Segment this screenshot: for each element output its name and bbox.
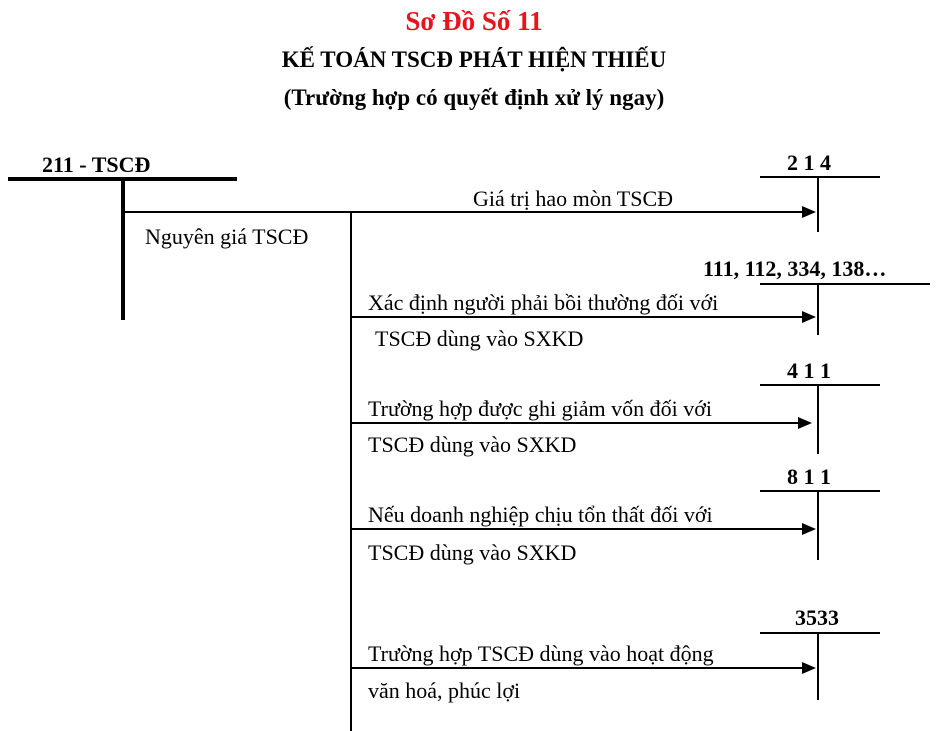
account-214-label: 2 1 4 [787,150,831,175]
account-3533-vertical-bar [817,632,819,700]
account-3533-label: 3533 [795,605,839,630]
account-411-label: 4 1 1 [787,358,831,383]
entry-label-411-line1: Trường hợp được ghi giảm vốn đối với [368,396,712,421]
entry-label-111-line1: Xác định người phải bồi thường đối với [368,290,719,315]
diagram-note: (Trường hợp có quyết định xử lý ngay) [283,85,665,110]
flow-line-to-411 [350,422,802,424]
account-211-label: 211 - TSCĐ [42,152,151,177]
arrow-to-3533 [802,662,816,674]
entry-label-411-line2: TSCĐ dùng vào SXKD [368,432,577,457]
entry-label-811-line2: TSCĐ dùng vào SXKD [368,540,577,565]
arrow-to-111 [802,311,816,323]
account-811-vertical-bar [817,490,819,560]
account-111-group-top-bar [760,283,930,285]
flow-line-to-811 [350,528,806,530]
account-411-vertical-bar [817,384,819,454]
account-811-top-bar [760,490,880,492]
entry-label-3533-line1: Trường hợp TSCĐ dùng vào hoạt động [368,641,714,666]
original-cost-label: Nguyên giá TSCĐ [145,224,309,249]
account-211-vertical-bar [121,177,125,320]
entry-label-811-line1: Nếu doanh nghiệp chịu tổn thất đối với [368,502,713,527]
account-811-label: 8 1 1 [787,464,831,489]
diagram-subtitle: KẾ TOÁN TSCĐ PHÁT HIỆN THIẾU [281,47,667,72]
account-111-group-label: 111, 112, 334, 138… [703,256,887,281]
flow-line-to-111 [350,316,806,318]
account-214-vertical-bar [817,176,819,232]
flow-line-to-3533 [350,667,806,669]
flow-line-to-214 [121,211,806,213]
arrow-to-411 [798,417,812,429]
arrow-to-811 [802,523,816,535]
arrow-to-214 [802,206,816,218]
entry-label-3533-line2: văn hoá, phúc lợi [368,678,521,703]
diagram-number-title: Sơ Đồ Số 11 [405,6,543,36]
account-111-group-vertical-bar [817,283,819,335]
original-cost-vertical-trunk [350,211,352,731]
account-214-top-bar [760,176,880,178]
account-411-top-bar [760,384,880,386]
entry-label-214: Giá trị hao mòn TSCĐ [473,186,674,211]
account-3533-top-bar [760,632,880,634]
entry-label-111-line2: TSCĐ dùng vào SXKD [375,326,584,351]
